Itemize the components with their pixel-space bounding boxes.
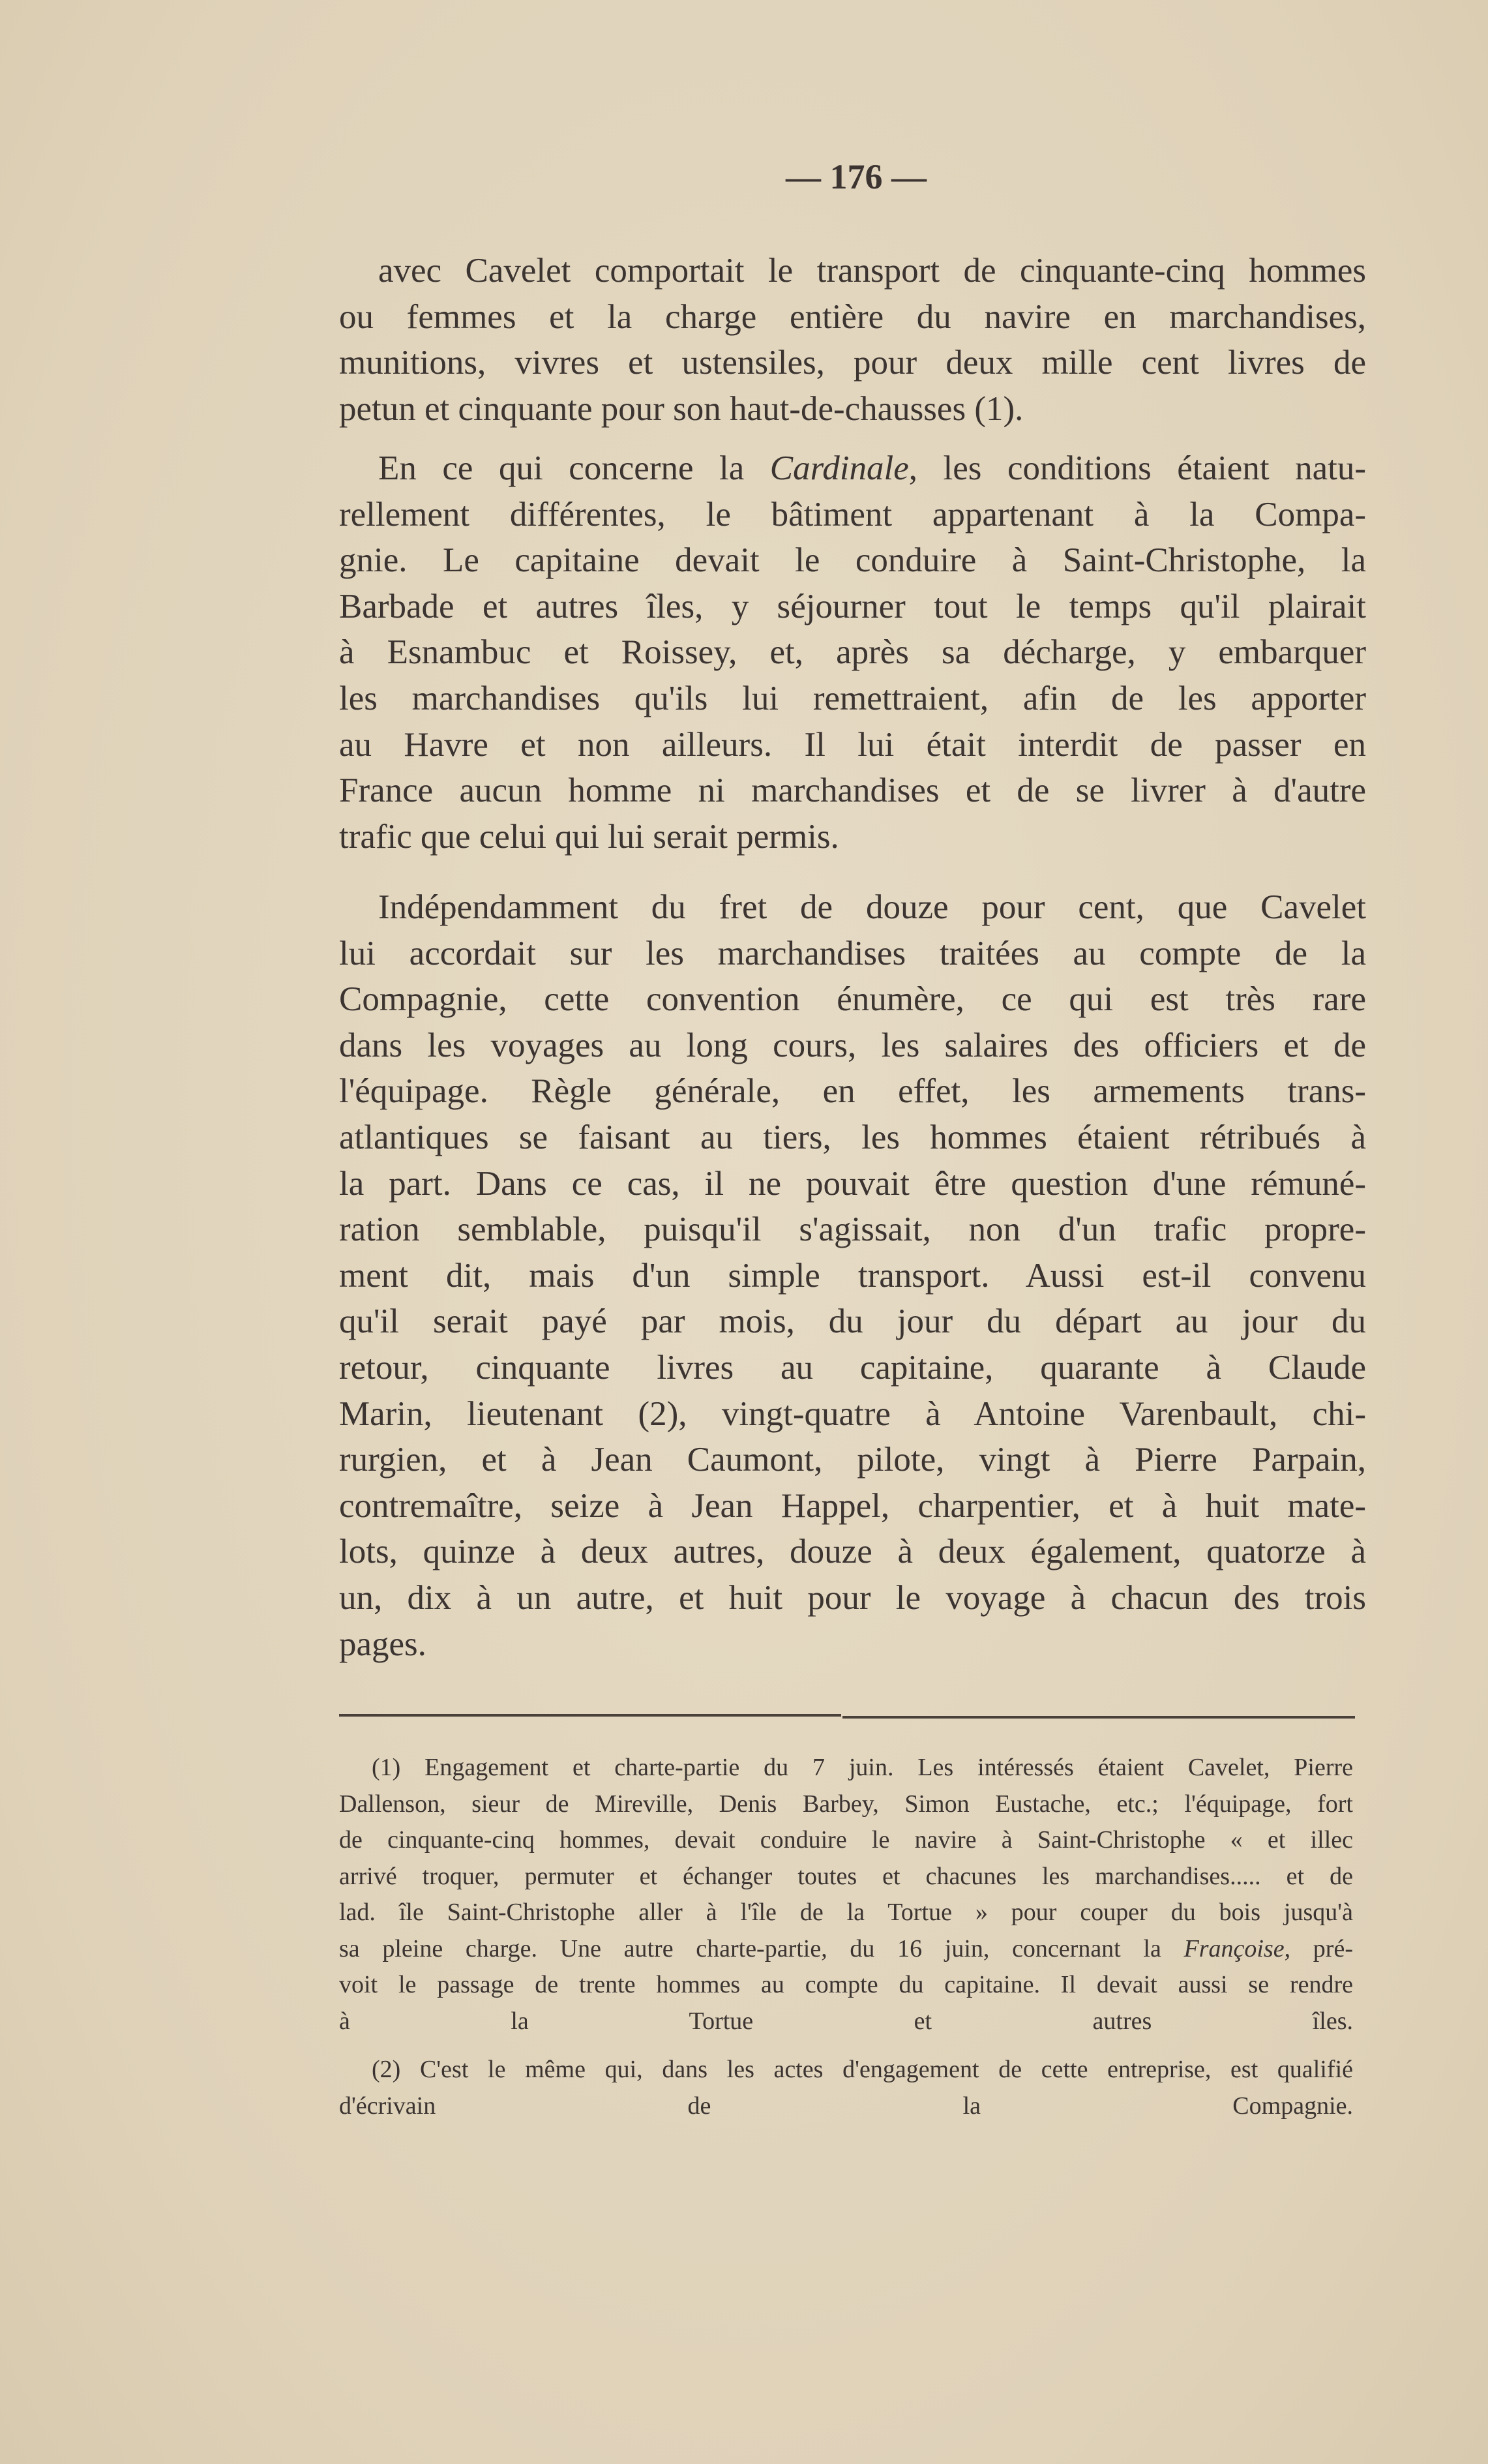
text-line: au Havre et non ailleurs. Il lui était interdit de passer en [339,725,1366,764]
footnote-separator-left [339,1714,841,1717]
text-line [339,1931,1353,1968]
text-line: d'écrivain de la Compagnie. [339,2092,1353,2120]
text-line: un, dix à un autre, et huit pour le voyage à chacun des trois [339,1578,1366,1617]
text-line: la part. Dans ce cas, il ne pouvait être question d'une rémuné- [339,1164,1366,1203]
paragraph-3 [339,884,1366,1667]
text-segment: sa pleine charge. Une autre charte-partie, du 16 juin, concernant la [339,1934,1184,1962]
text-line: rellement différentes, le bâtiment appartenant à la Compa- [339,495,1366,533]
text-line: à la Tortue et autres îles. [339,2007,1353,2035]
footnote-2 [339,2052,1353,2124]
page-number: — 176 — [786,157,927,196]
paragraph-1 [339,248,1366,432]
text-line: trafic que celui qui lui serait permis. [339,817,839,856]
footnote-1 [339,1750,1353,2039]
text-line: lots, quinze à deux autres, douze à deux également, quatorze à [339,1533,1366,1571]
text-line: dans les voyages au long cours, les salaires des officiers et de [339,1026,1366,1064]
text-line: ment dit, mais d'un simple transport. Aussi est-il convenu [339,1256,1366,1295]
text-line: atlantiques se faisant au tiers, les hommes étaient rétribués à [339,1118,1366,1156]
text-line: munitions, vivres et ustensiles, pour deux mille cent livres de [339,344,1366,382]
text-line: qu'il serait payé par mois, du jour du départ au jour du [339,1302,1366,1341]
text-segment: En ce qui concerne la [378,449,770,487]
text-line: Compagnie, cette convention énumère, ce qui est très rare [339,980,1366,1019]
text-line: voit le passage de trente hommes au compte du capitaine. Il devait aussi se rendre [339,1971,1353,1998]
text-line: ou femmes et la charge entière du navire en marchandises, [339,297,1366,336]
text-line: arrivé troquer, permuter et échanger toutes et chacunes les marchandises..... et de [339,1862,1353,1890]
text-line: retour, cinquante livres au capitaine, quarante à Claude [339,1348,1366,1387]
text-line: Dallenson, sieur de Mireville, Denis Barbey, Simon Eustache, etc.; l'équipage, fort [339,1790,1353,1818]
italic-title: Françoise [1183,1934,1285,1962]
text-line: Barbade et autres îles, y séjourner tout le temps qu'il plairait [339,587,1366,625]
text-line: à Esnambuc et Roissey, et, après sa décharge, y embarquer [339,633,1366,672]
text-line: contremaître, seize à Jean Happel, charpentier, et à huit mate- [339,1486,1366,1525]
text-line: lui accordait sur les marchandises traitées au compte de la [339,934,1366,972]
text-line: les marchandises qu'ils lui remettraient, afin de les apporter [339,679,1366,717]
text-line: petun et cinquante pour son haut-de-chausses (1). [339,389,1024,428]
text-line: (2) C'est le même qui, dans les actes d'engagement de cette entreprise, est qualifié [372,2056,1353,2083]
text-line: l'équipage. Règle générale, en effet, les armements trans- [339,1072,1366,1111]
text-line: avec Cavelet comportait le transport de cinquante-cinq hommes [378,252,1366,290]
text-line: gnie. Le capitaine devait le conduire à Saint-Christophe, la [339,541,1366,580]
text-line: rurgien, et à Jean Caumont, pilote, vingt à Pierre Parpain, [339,1441,1366,1479]
italic-title: Cardinale [769,449,909,487]
paragraph-2 [339,445,1366,860]
text-line: (1) Engagement et charte-partie du 7 juin. Les intéressés étaient Cavelet, Pierre [372,1754,1353,1781]
text-line: Indépendamment du fret de douze pour cent, que Cavelet [378,888,1366,926]
text-line: Marin, lieutenant (2), vingt-quatre à Antoine Varenbault, chi- [339,1394,1366,1433]
footnote-separator-right [842,1716,1355,1719]
text-line: lad. île Saint-Christophe aller à l'île de la Tortue » pour couper du bois jusqu'à [339,1899,1353,1926]
text-segment: , pré- [1284,1934,1353,1962]
text-segment: , les conditions étaient natu- [908,449,1366,487]
text-line: pages. [339,1625,426,1663]
text-line: ration semblable, puisqu'il s'agissait, non d'un trafic propre- [339,1210,1366,1249]
text-line: de cinquante-cinq hommes, devait conduire le navire à Saint-Christophe « et illec [339,1826,1353,1854]
text-line [339,445,1366,492]
text-line: France aucun homme ni marchandises et de se livrer à d'autre [339,772,1366,810]
